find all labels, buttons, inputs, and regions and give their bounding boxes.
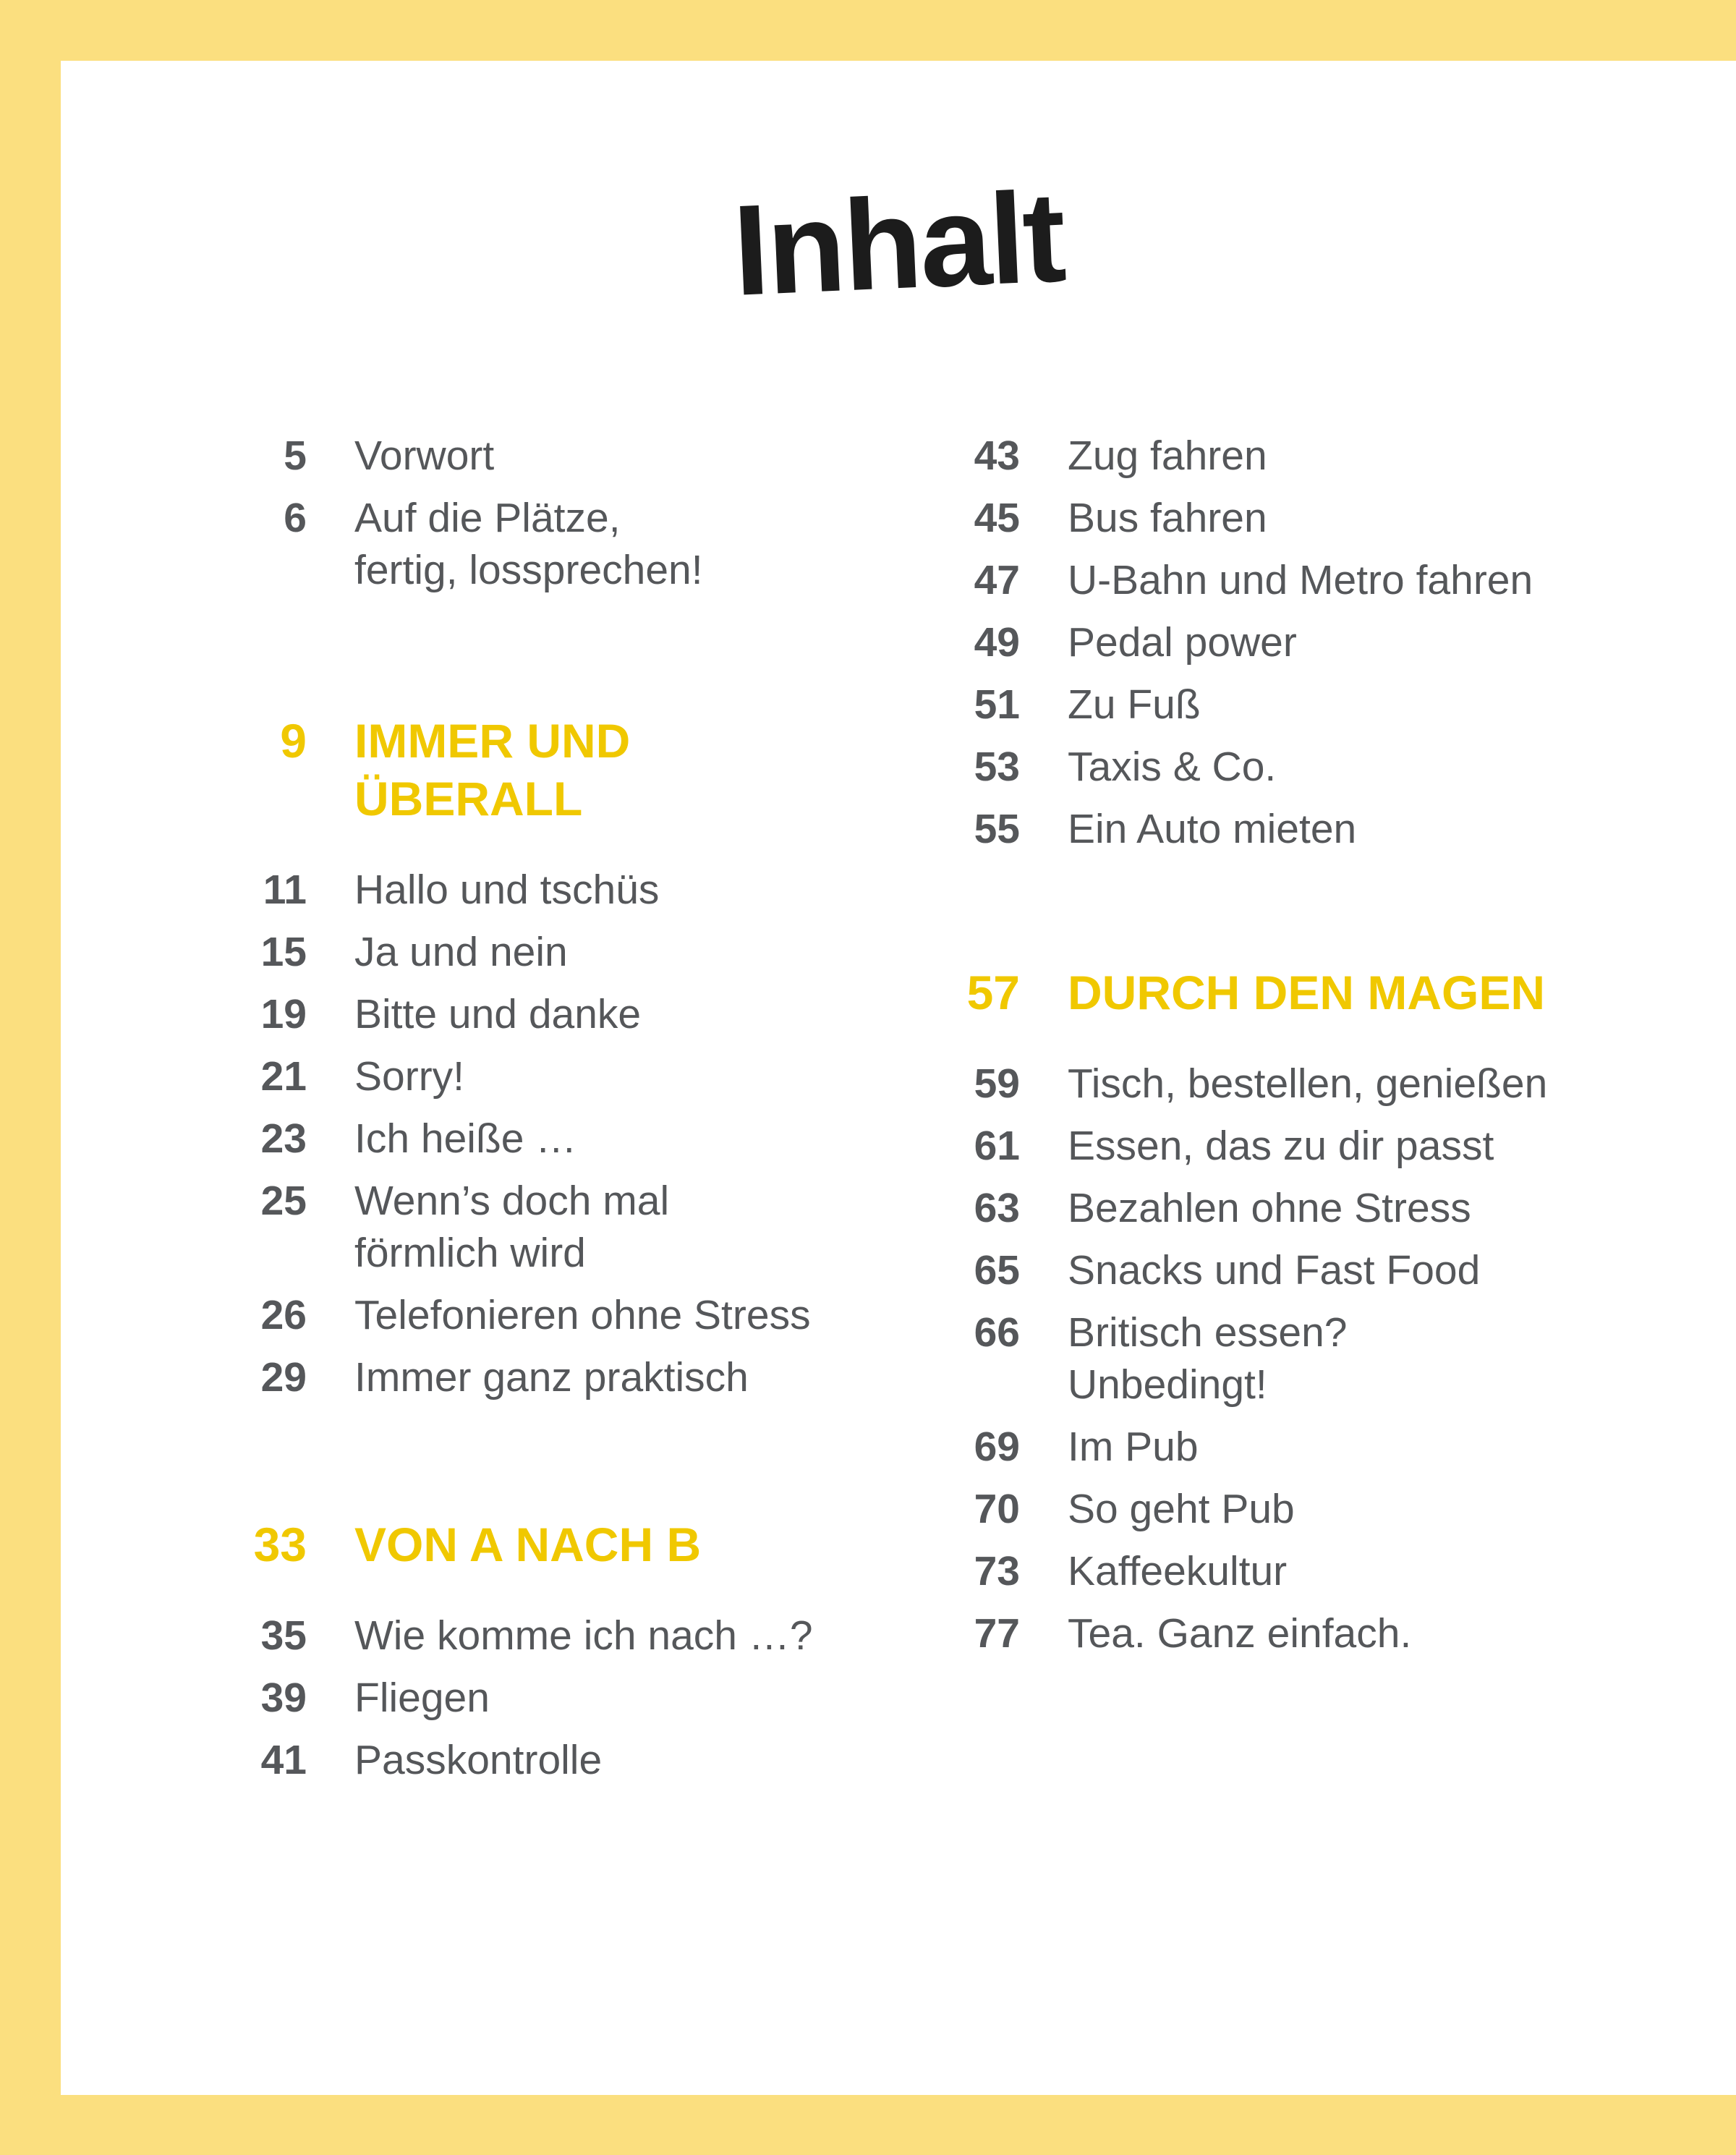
title-line: fertig, lossprechen! <box>354 547 703 593</box>
toc-entry <box>919 1182 1714 1234</box>
section-title <box>354 1516 701 1573</box>
section-heading <box>205 1516 929 1573</box>
title-line: Immer ganz praktisch <box>354 1354 749 1400</box>
toc-entry <box>919 1421 1714 1473</box>
page-number: 55 <box>974 806 1020 852</box>
title-line: Vorwort <box>354 433 495 479</box>
toc-entry <box>919 616 1714 668</box>
page-title: Inhalt <box>730 164 1067 323</box>
entry-group <box>919 1058 1714 1659</box>
page-number: 23 <box>260 1115 307 1162</box>
page-number: 47 <box>974 557 1020 603</box>
title-line: Tisch, bestellen, genießen <box>1068 1061 1548 1107</box>
page-number: 59 <box>974 1061 1020 1107</box>
toc-entry <box>205 1113 929 1165</box>
page-number: 15 <box>260 929 307 975</box>
page-number: 49 <box>974 619 1020 666</box>
page-number: 43 <box>974 433 1020 479</box>
title-line: Unbedingt! <box>1068 1361 1267 1408</box>
title-line: Telefonieren ohne Stress <box>354 1292 811 1338</box>
toc-entry <box>919 1058 1714 1110</box>
entry-title <box>1068 430 1267 482</box>
title-line: ÜBERALL <box>354 772 583 825</box>
entry-title <box>354 1351 749 1403</box>
toc-entry <box>919 1545 1714 1597</box>
title-line: Zu Fuß <box>1068 681 1201 728</box>
entry-title <box>1068 803 1356 855</box>
title-line: Wie komme ich nach …? <box>354 1612 813 1659</box>
page-number: 51 <box>974 681 1020 728</box>
title-line: Zug fahren <box>1068 433 1267 479</box>
toc-entry <box>919 1120 1714 1172</box>
entry-title <box>1068 1182 1471 1234</box>
title-line: Fliegen <box>354 1675 490 1721</box>
entry-title <box>1068 1306 1348 1411</box>
entry-title <box>1068 1607 1411 1659</box>
title-line: Sorry! <box>354 1053 465 1100</box>
section-group <box>205 712 929 828</box>
page-number: 63 <box>974 1185 1020 1231</box>
page-number: 5 <box>284 433 307 479</box>
title-line: Im Pub <box>1068 1424 1199 1470</box>
title-line: Bitte und danke <box>354 991 642 1037</box>
toc-column-left <box>205 430 929 1786</box>
entry-title <box>354 430 494 482</box>
title-line: Taxis & Co. <box>1068 744 1277 790</box>
title-line: IMMER UND <box>354 714 631 768</box>
page-number: 19 <box>260 991 307 1037</box>
entry-title <box>1068 741 1276 793</box>
toc-entry <box>205 492 929 596</box>
toc-entry <box>919 492 1714 544</box>
toc-entry <box>919 554 1714 606</box>
toc-entry <box>919 430 1714 482</box>
title-line: Bus fahren <box>1068 495 1267 541</box>
section-page-number: 9 <box>280 714 307 768</box>
section-heading <box>919 964 1714 1021</box>
title-line: Wenn’s doch mal <box>354 1178 670 1224</box>
entry-group <box>205 864 929 1403</box>
title-line: Ein Auto mieten <box>1068 806 1357 852</box>
toc-entry <box>205 926 929 978</box>
title-line: Tea. Ganz einfach. <box>1068 1610 1412 1657</box>
page-number: 61 <box>974 1123 1020 1169</box>
toc-entry <box>205 988 929 1040</box>
page-number: 73 <box>974 1548 1020 1594</box>
page-number: 65 <box>974 1247 1020 1293</box>
entry-title <box>354 492 703 596</box>
toc-entry <box>919 803 1714 855</box>
entry-title <box>354 1113 576 1165</box>
title-line: Passkontrolle <box>354 1737 603 1783</box>
title-line: Ich heiße … <box>354 1115 577 1162</box>
toc-entry <box>205 1289 929 1341</box>
title-line: Ja und nein <box>354 929 568 975</box>
toc-entry <box>919 679 1714 731</box>
entry-title <box>354 1672 490 1724</box>
entry-title <box>1068 679 1201 731</box>
title-line: VON A NACH B <box>354 1518 702 1571</box>
page-number: 11 <box>263 867 307 913</box>
entry-title <box>1068 554 1533 606</box>
page-number: 53 <box>974 744 1020 790</box>
page-number: 6 <box>284 495 307 541</box>
section-heading <box>205 712 929 828</box>
toc-entry <box>919 1306 1714 1411</box>
entry-title <box>354 1289 811 1341</box>
entry-title <box>1068 1058 1547 1110</box>
entry-group <box>205 1610 929 1786</box>
toc-entry <box>205 1610 929 1662</box>
page-number: 41 <box>260 1737 307 1783</box>
entry-title <box>354 1734 602 1786</box>
entry-title <box>354 1175 669 1279</box>
title-line: Hallo und tschüs <box>354 867 660 913</box>
toc-entry <box>919 1244 1714 1296</box>
page-number: 69 <box>974 1424 1020 1470</box>
title-line: DURCH DEN MAGEN <box>1068 966 1545 1019</box>
page-number: 70 <box>974 1486 1020 1532</box>
toc-entry <box>205 1734 929 1786</box>
section-page-number: 57 <box>966 966 1020 1019</box>
title-line: Auf die Plätze, <box>354 495 621 541</box>
entry-title <box>1068 616 1297 668</box>
page-number: 39 <box>260 1675 307 1721</box>
toc-entry <box>205 430 929 482</box>
page-number: 26 <box>260 1292 307 1338</box>
toc-entry <box>205 1050 929 1102</box>
section-title <box>354 712 630 828</box>
page-number: 77 <box>974 1610 1020 1657</box>
page-number: 66 <box>974 1309 1020 1356</box>
toc-entry <box>919 1483 1714 1535</box>
page-number: 45 <box>974 495 1020 541</box>
entry-title <box>1068 1244 1480 1296</box>
title-line: förmlich wird <box>354 1230 586 1276</box>
toc-entry <box>205 1351 929 1403</box>
toc-entry <box>205 1672 929 1724</box>
entry-title <box>1068 492 1267 544</box>
title-line: Britisch essen? <box>1068 1309 1348 1356</box>
page-number: 35 <box>260 1612 307 1659</box>
page-number: 21 <box>260 1053 307 1100</box>
entry-title <box>354 988 641 1040</box>
title-line: Snacks und Fast Food <box>1068 1247 1481 1293</box>
toc-entry <box>205 1175 929 1279</box>
toc-entry <box>919 1607 1714 1659</box>
page <box>61 61 1736 2095</box>
entry-title <box>354 1050 464 1102</box>
entry-group <box>919 430 1714 855</box>
entry-group <box>205 430 929 596</box>
entry-title <box>354 1610 813 1662</box>
entry-title <box>1068 1545 1287 1597</box>
entry-title <box>1068 1120 1494 1172</box>
title-line: Bezahlen ohne Stress <box>1068 1185 1471 1231</box>
title-line: So geht Pub <box>1068 1486 1295 1532</box>
toc-column-right <box>919 430 1714 1659</box>
page-number: 25 <box>260 1178 307 1224</box>
title-line: U-Bahn und Metro fahren <box>1068 557 1533 603</box>
entry-title <box>354 864 659 916</box>
section-title <box>1068 964 1545 1021</box>
entry-title <box>354 926 568 978</box>
page-number: 29 <box>260 1354 307 1400</box>
entry-title <box>1068 1421 1199 1473</box>
title-line: Essen, das zu dir passt <box>1068 1123 1494 1169</box>
section-group <box>205 1516 929 1573</box>
section-page-number: 33 <box>253 1518 307 1571</box>
entry-title <box>1068 1483 1295 1535</box>
title-line: Kaffeekultur <box>1068 1548 1288 1594</box>
toc-entry <box>205 864 929 916</box>
title-line: Pedal power <box>1068 619 1297 666</box>
toc-entry <box>919 741 1714 793</box>
section-group <box>919 964 1714 1021</box>
